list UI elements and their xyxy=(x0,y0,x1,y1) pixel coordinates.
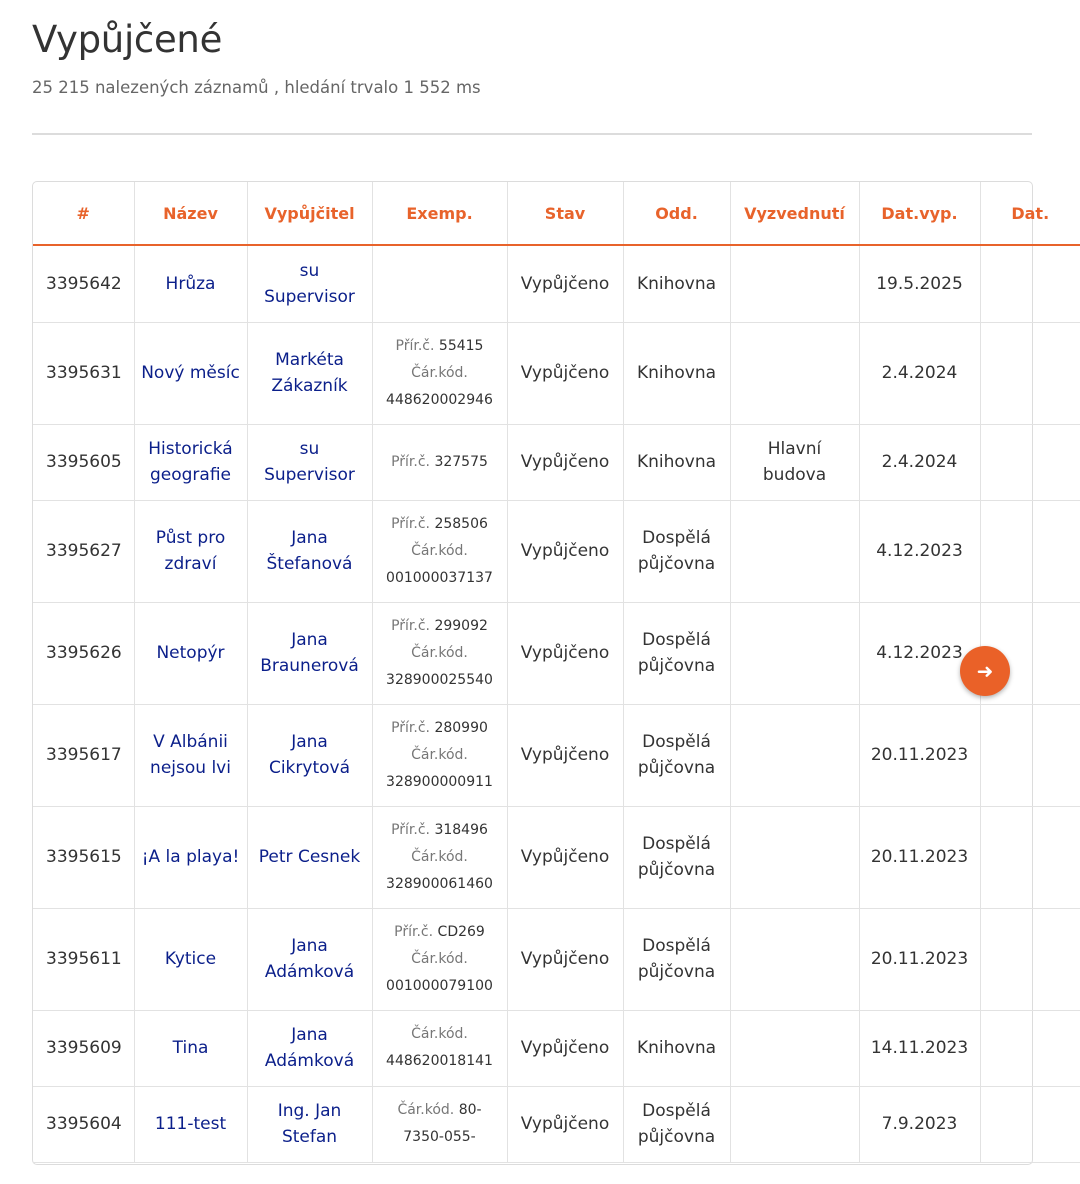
cell-pickup xyxy=(730,245,859,322)
title-link[interactable]: Půst pro zdraví xyxy=(155,528,226,574)
item-label: Přír.č. xyxy=(391,821,430,838)
cell-date xyxy=(980,704,1080,806)
item-line xyxy=(379,613,501,640)
cell-loan-date: 2.4.2024 xyxy=(859,322,980,424)
item-label: Čár.kód. xyxy=(411,1026,468,1042)
cell-department: Dospělá půjčovna xyxy=(623,500,730,602)
cell-items xyxy=(372,500,507,602)
borrower-link[interactable]: su Supervisor xyxy=(264,260,355,307)
cell-id: 3395642 xyxy=(33,245,134,322)
cell-id: 3395615 xyxy=(33,806,134,908)
table-row[interactable] xyxy=(33,602,1080,704)
cell-loan-date: 20.11.2023 xyxy=(859,908,980,1010)
cell-status: Vypůjčeno xyxy=(507,806,623,908)
cell-status: Vypůjčeno xyxy=(507,704,623,806)
cell-department: Dospělá půjčovna xyxy=(623,704,730,806)
item-line xyxy=(379,333,501,360)
cell-id: 3395604 xyxy=(33,1086,134,1162)
cell-date xyxy=(980,806,1080,908)
cell-borrower xyxy=(247,1086,372,1162)
cell-id: 3395627 xyxy=(33,500,134,602)
cell-department: Knihovna xyxy=(623,424,730,500)
item-line xyxy=(379,640,501,694)
title-link[interactable]: Nový měsíc xyxy=(141,363,240,383)
cell-department: Dospělá půjčovna xyxy=(623,806,730,908)
cell-borrower xyxy=(247,908,372,1010)
cell-title xyxy=(134,245,247,322)
cell-date xyxy=(980,424,1080,500)
item-line xyxy=(379,844,501,898)
cell-date xyxy=(980,908,1080,1010)
column-header-borrower[interactable]: Vypůjčitel xyxy=(247,182,372,245)
column-header-title[interactable]: Název xyxy=(134,182,247,245)
cell-status: Vypůjčeno xyxy=(507,500,623,602)
item-line xyxy=(379,817,501,844)
scroll-right-button[interactable] xyxy=(960,646,1010,696)
item-value: 299092 xyxy=(434,617,488,634)
cell-items xyxy=(372,1086,507,1162)
item-line xyxy=(379,538,501,592)
loans-table xyxy=(33,182,1080,1163)
item-value: 80-7350-055- xyxy=(403,1102,482,1145)
item-label: Čár.kód. xyxy=(411,746,468,763)
column-header-items[interactable]: Exemp. xyxy=(372,182,507,245)
table-row[interactable] xyxy=(33,1010,1080,1086)
table-row[interactable] xyxy=(33,704,1080,806)
borrower-link[interactable]: Ing. Jan Stefan xyxy=(277,1101,342,1147)
cell-date xyxy=(980,1086,1080,1162)
table-row[interactable] xyxy=(33,322,1080,424)
cell-items xyxy=(372,704,507,806)
cell-loan-date: 19.5.2025 xyxy=(859,245,980,322)
table-row[interactable] xyxy=(33,806,1080,908)
cell-id: 3395609 xyxy=(33,1010,134,1086)
title-link[interactable]: Tina xyxy=(172,1038,209,1058)
borrower-link[interactable]: Jana Adámková xyxy=(264,1025,355,1071)
item-label: Čár.kód. xyxy=(411,364,468,381)
cell-borrower xyxy=(247,322,372,424)
item-label: Čár.kód. xyxy=(411,848,468,865)
column-header-id[interactable]: # xyxy=(33,182,134,245)
borrower-link[interactable]: su Supervisor xyxy=(264,439,355,485)
cell-items xyxy=(372,424,507,500)
cell-id: 3395605 xyxy=(33,424,134,500)
cell-status: Vypůjčeno xyxy=(507,245,623,322)
cell-items xyxy=(372,322,507,424)
cell-items xyxy=(372,602,507,704)
item-label: Přír.č. xyxy=(391,719,430,736)
item-value: 001000079100 xyxy=(386,977,493,994)
item-line xyxy=(379,449,501,476)
cell-loan-date: 2.4.2024 xyxy=(859,424,980,500)
cell-title xyxy=(134,500,247,602)
cell-id: 3395631 xyxy=(33,322,134,424)
item-value: 55415 xyxy=(438,337,484,354)
item-label: Přír.č. xyxy=(391,453,430,470)
cell-borrower xyxy=(247,1010,372,1086)
title-link[interactable]: Hrůza xyxy=(165,273,216,294)
item-value: 327575 xyxy=(434,453,488,470)
cell-status: Vypůjčeno xyxy=(507,1010,623,1086)
item-value: 328900000911 xyxy=(386,773,493,790)
cell-pickup xyxy=(730,806,859,908)
title-link[interactable]: ¡A la playa! xyxy=(141,847,240,867)
table-header-row xyxy=(33,182,1080,245)
cell-department: Dospělá půjčovna xyxy=(623,602,730,704)
table-row[interactable] xyxy=(33,1086,1080,1162)
cell-borrower xyxy=(247,806,372,908)
item-line xyxy=(379,715,501,742)
item-line xyxy=(379,742,501,796)
cell-title xyxy=(134,1086,247,1162)
cell-pickup: Hlavní budova xyxy=(730,424,859,500)
cell-pickup xyxy=(730,602,859,704)
cell-status: Vypůjčeno xyxy=(507,908,623,1010)
cell-title xyxy=(134,908,247,1010)
cell-borrower xyxy=(247,245,372,322)
borrower-link[interactable]: Jana Adámková xyxy=(264,936,355,982)
cell-loan-date: 7.9.2023 xyxy=(859,1086,980,1162)
table-row[interactable] xyxy=(33,424,1080,500)
borrower-link[interactable]: Jana Štefanová xyxy=(266,528,353,574)
title-link[interactable]: Kytice xyxy=(164,949,217,969)
item-value: 328900025540 xyxy=(386,671,493,688)
table-row[interactable] xyxy=(33,908,1080,1010)
cell-status: Vypůjčeno xyxy=(507,1086,623,1162)
column-header-date[interactable]: Dat. xyxy=(980,182,1080,245)
item-value: 318496 xyxy=(434,821,488,838)
cell-date xyxy=(980,322,1080,424)
cell-borrower xyxy=(247,704,372,806)
item-label: Přír.č. xyxy=(391,617,430,634)
cell-status: Vypůjčeno xyxy=(507,424,623,500)
cell-loan-date: 20.11.2023 xyxy=(859,704,980,806)
borrower-link[interactable]: Jana Cikrytová xyxy=(268,732,351,778)
cell-loan-date: 20.11.2023 xyxy=(859,806,980,908)
cell-items xyxy=(372,1010,507,1086)
column-header-pickup[interactable]: Vyzvednutí xyxy=(730,182,859,245)
loans-table-container[interactable] xyxy=(32,181,1050,1165)
item-label: Přír.č. xyxy=(395,337,435,354)
column-header-loan-date[interactable]: Dat.vyp. xyxy=(859,182,980,245)
cell-pickup xyxy=(730,704,859,806)
borrower-link[interactable]: Markéta Zákazník xyxy=(271,350,348,396)
cell-items xyxy=(372,908,507,1010)
divider xyxy=(32,133,1032,135)
cell-status: Vypůjčeno xyxy=(507,322,623,424)
title-link[interactable]: Netopýr xyxy=(156,643,225,663)
item-value: 328900061460 xyxy=(386,875,493,892)
cell-title xyxy=(134,424,247,500)
borrower-link[interactable]: Jana Braunerová xyxy=(260,630,359,676)
cell-loan-date: 4.12.2023 xyxy=(859,500,980,602)
cell-department: Knihovna xyxy=(623,322,730,424)
arrow-right-icon: ➜ xyxy=(976,659,994,683)
title-link[interactable]: 111-test xyxy=(154,1114,227,1134)
cell-id: 3395611 xyxy=(33,908,134,1010)
cell-department: Knihovna xyxy=(623,1010,730,1086)
cell-borrower xyxy=(247,424,372,500)
table-row[interactable] xyxy=(33,500,1080,602)
cell-id: 3395617 xyxy=(33,704,134,806)
borrower-link[interactable]: Petr Cesnek xyxy=(258,847,361,867)
table-row[interactable] xyxy=(33,245,1080,322)
cell-department: Knihovna xyxy=(623,245,730,322)
column-header-status[interactable]: Stav xyxy=(507,182,623,245)
title-link[interactable]: Historická geografie xyxy=(148,439,233,485)
cell-title xyxy=(134,704,247,806)
cell-department: Dospělá půjčovna xyxy=(623,908,730,1010)
cell-loan-date: 14.11.2023 xyxy=(859,1010,980,1086)
cell-pickup xyxy=(730,1010,859,1086)
cell-loan-date: 4.12.2023 xyxy=(859,602,980,704)
item-label: Přír.č. xyxy=(391,515,430,532)
cell-date xyxy=(980,1010,1080,1086)
item-value: 001000037137 xyxy=(386,569,493,586)
item-line xyxy=(379,946,501,1000)
cell-title xyxy=(134,322,247,424)
cell-date xyxy=(980,500,1080,602)
cell-id: 3395626 xyxy=(33,602,134,704)
item-value: 448620002946 xyxy=(386,391,493,408)
cell-borrower xyxy=(247,500,372,602)
cell-department: Dospělá půjčovna xyxy=(623,1086,730,1162)
cell-title xyxy=(134,602,247,704)
results-summary: 25 215 nalezených záznamů , hledání trvalo 1 552 ms xyxy=(32,78,481,97)
item-label: Čár.kód. xyxy=(411,644,468,661)
cell-title xyxy=(134,806,247,908)
item-label: Čár.kód. xyxy=(411,950,468,967)
item-label: Přír.č. xyxy=(394,923,434,940)
cell-pickup xyxy=(730,908,859,1010)
column-header-department[interactable]: Odd. xyxy=(623,182,730,245)
cell-date xyxy=(980,245,1080,322)
item-line xyxy=(379,1097,501,1151)
cell-pickup xyxy=(730,322,859,424)
table-body xyxy=(33,245,1080,1162)
item-line xyxy=(379,919,501,946)
item-value: 280990 xyxy=(434,719,488,736)
cell-borrower xyxy=(247,602,372,704)
item-line xyxy=(379,1021,501,1075)
item-value: 448620018141 xyxy=(386,1053,493,1069)
title-link[interactable]: V Albánii nejsou lvi xyxy=(150,732,231,778)
cell-title xyxy=(134,1010,247,1086)
item-line xyxy=(379,511,501,538)
item-value: CD269 xyxy=(437,923,485,940)
item-line xyxy=(379,360,501,414)
item-label: Čár.kód. xyxy=(397,1102,455,1118)
cell-items xyxy=(372,245,507,322)
cell-status: Vypůjčeno xyxy=(507,602,623,704)
cell-pickup xyxy=(730,500,859,602)
item-value: 258506 xyxy=(434,515,488,532)
cell-pickup xyxy=(730,1086,859,1162)
item-label: Čár.kód. xyxy=(411,542,468,559)
page-title: Vypůjčené xyxy=(32,18,223,61)
cell-items xyxy=(372,806,507,908)
